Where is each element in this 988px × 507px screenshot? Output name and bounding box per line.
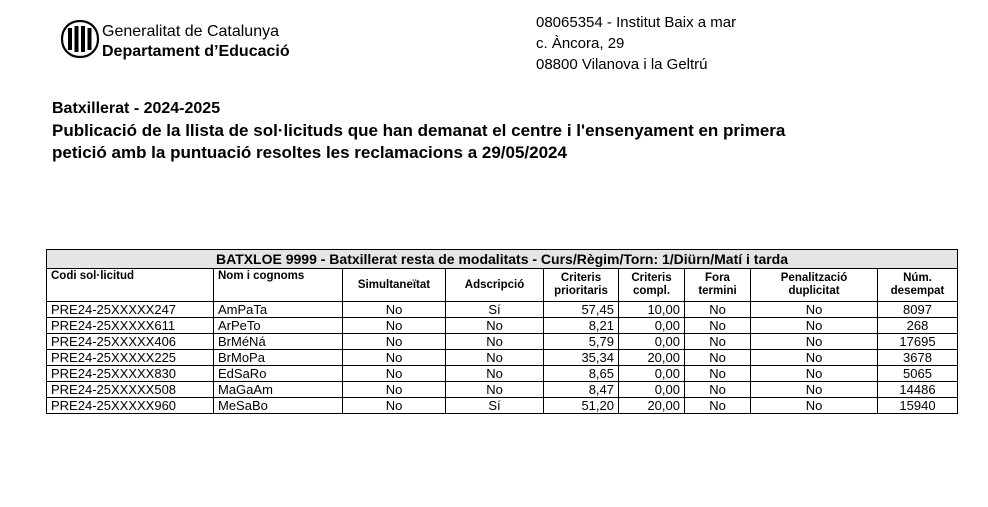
- table-cell: PRE24-25XXXXX406: [47, 334, 214, 350]
- table-cell: No: [343, 318, 446, 334]
- table-cell: No: [343, 382, 446, 398]
- table-cell: No: [343, 398, 446, 414]
- table-cell: 10,00: [619, 302, 685, 318]
- table-cell: 57,45: [544, 302, 619, 318]
- table-caption: BATXLOE 9999 - Batxillerat resta de modalitats - Curs/Règim/Torn: 1/Diürn/Matí i tarda: [47, 250, 958, 269]
- table-row: [47, 366, 958, 382]
- address-line2: c. Àncora, 29: [536, 35, 625, 52]
- table-cell: No: [446, 366, 544, 382]
- column-header: Criteris compl.: [619, 269, 685, 302]
- table-cell: 20,00: [619, 398, 685, 414]
- column-header: Penalització duplicitat: [751, 269, 878, 302]
- table-cell: EdSaRo: [214, 366, 343, 382]
- table-cell: No: [685, 334, 751, 350]
- table-cell: 20,00: [619, 350, 685, 366]
- table-row: [47, 398, 958, 414]
- column-header: Codi sol·licitud: [47, 269, 214, 302]
- table-cell: 51,20: [544, 398, 619, 414]
- table-row: [47, 302, 958, 318]
- table-cell: No: [685, 302, 751, 318]
- table-cell: No: [751, 350, 878, 366]
- column-header: Núm. desempat: [878, 269, 958, 302]
- column-header: Simultaneïtat: [343, 269, 446, 302]
- table-cell: PRE24-25XXXXX225: [47, 350, 214, 366]
- table-cell: 8,65: [544, 366, 619, 382]
- table-cell: PRE24-25XXXXX508: [47, 382, 214, 398]
- table-cell: 3678: [878, 350, 958, 366]
- table-cell: AmPaTa: [214, 302, 343, 318]
- table-row: [47, 350, 958, 366]
- table-cell: No: [751, 366, 878, 382]
- table-cell: No: [751, 302, 878, 318]
- generalitat-logo: [60, 20, 100, 58]
- header-year: Batxillerat - 2024-2025: [52, 100, 221, 117]
- column-header: Fora termini: [685, 269, 751, 302]
- table-cell: 0,00: [619, 382, 685, 398]
- table-cell: BrMoPa: [214, 350, 343, 366]
- table-cell: MaGaAm: [214, 382, 343, 398]
- table-cell: No: [751, 382, 878, 398]
- table-cell: PRE24-25XXXXX960: [47, 398, 214, 414]
- table-row: [47, 382, 958, 398]
- table-cell: 17695: [878, 334, 958, 350]
- table-cell: 8,21: [544, 318, 619, 334]
- table-cell: 5065: [878, 366, 958, 382]
- table-cell: 5,79: [544, 334, 619, 350]
- organization-line1: Generalitat de Catalunya: [102, 23, 279, 40]
- table-cell: No: [343, 302, 446, 318]
- table-cell: No: [343, 334, 446, 350]
- table-cell: PRE24-25XXXXX830: [47, 366, 214, 382]
- column-header: Adscripció: [446, 269, 544, 302]
- table-cell: ArPeTo: [214, 318, 343, 334]
- table-cell: No: [446, 382, 544, 398]
- header-title-line1: Publicació de la llista de sol·licituds que han demanat el centre i l'ensenyament en primera: [52, 121, 786, 140]
- table-cell: 14486: [878, 382, 958, 398]
- table-cell: No: [446, 318, 544, 334]
- table-cell: No: [446, 350, 544, 366]
- table-cell: 0,00: [619, 318, 685, 334]
- table-cell: Sí: [446, 398, 544, 414]
- table-cell: No: [685, 350, 751, 366]
- table-cell: No: [751, 334, 878, 350]
- table-cell: 8097: [878, 302, 958, 318]
- table-cell: 268: [878, 318, 958, 334]
- table-cell: PRE24-25XXXXX611: [47, 318, 214, 334]
- table-cell: 15940: [878, 398, 958, 414]
- table-cell: MeSaBo: [214, 398, 343, 414]
- column-header: Nom i cognoms: [214, 269, 343, 302]
- table-cell: 0,00: [619, 334, 685, 350]
- applications-table: [46, 249, 958, 414]
- table-cell: No: [685, 398, 751, 414]
- table-cell: No: [751, 318, 878, 334]
- school-address: [536, 12, 736, 75]
- table-cell: No: [343, 350, 446, 366]
- column-header: Criteris prioritaris: [544, 269, 619, 302]
- table-cell: No: [343, 366, 446, 382]
- table-cell: No: [685, 318, 751, 334]
- organization-line2: Departament d’Educació: [102, 43, 290, 60]
- table-cell: PRE24-25XXXXX247: [47, 302, 214, 318]
- table-cell: 35,34: [544, 350, 619, 366]
- table-cell: 8,47: [544, 382, 619, 398]
- document-header: [52, 98, 952, 164]
- table-cell: No: [446, 334, 544, 350]
- table-cell: No: [685, 382, 751, 398]
- table-row: [47, 334, 958, 350]
- organization-name: [102, 22, 290, 62]
- table-cell: BrMéNá: [214, 334, 343, 350]
- address-line3: 08800 Vilanova i la Geltrú: [536, 56, 708, 73]
- table-row: [47, 318, 958, 334]
- table-cell: Sí: [446, 302, 544, 318]
- table-cell: No: [751, 398, 878, 414]
- header-title-line2: petició amb la puntuació resoltes les reclamacions a 29/05/2024: [52, 143, 567, 162]
- table-cell: 0,00: [619, 366, 685, 382]
- address-line1: 08065354 - Institut Baix a mar: [536, 14, 737, 31]
- table-cell: No: [685, 366, 751, 382]
